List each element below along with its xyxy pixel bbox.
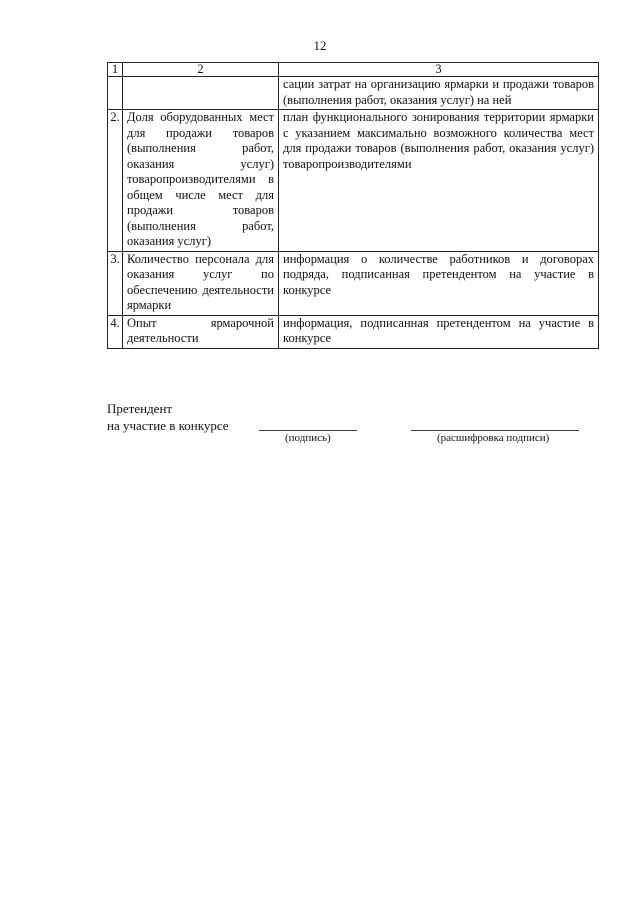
page-number: 12 (313, 38, 327, 53)
applicant-label-line-1: Претендент (107, 401, 173, 416)
documents-cell: информация, подписанная претендентом на участие в конкурсе (279, 315, 599, 348)
table-row (108, 251, 599, 315)
criterion-cell: Опыт ярмарочной деятельности (123, 315, 279, 348)
row-number: 2. (108, 110, 123, 252)
table-row (108, 315, 599, 348)
documents-cell: план функционального зонирования территории ярмарки с указанием максимально возможного количества мест для продажи товаров (выполнения работ, оказания услуг) товаропроизводителями (279, 110, 599, 252)
criterion-cell: Доля оборудованных мест для продажи товаров (выполнения работ, оказания услуг) товаропроизводителями в общем числе мест для продажи товаров (выполнения работ, оказания услуг) (123, 110, 279, 252)
signature-decoding-line (411, 430, 579, 431)
criterion-cell (123, 77, 279, 110)
criterion-cell: Количество персонала для оказания услуг по обеспечению деятельности ярмарки (123, 251, 279, 315)
header-col-3: 3 (279, 63, 599, 77)
applicant-label (107, 400, 229, 434)
row-number (108, 77, 123, 110)
table-row (108, 110, 599, 252)
table-row (108, 77, 599, 110)
header-col-2: 2 (123, 63, 279, 77)
signature-block (107, 400, 607, 460)
signature-caption: (подпись) (285, 432, 331, 444)
documents-cell: информация о количестве работников и договорах подряда, подписанная претендентом на участие в конкурсе (279, 251, 599, 315)
applicant-label-line-2: на участие в конкурсе (107, 418, 229, 433)
row-number: 4. (108, 315, 123, 348)
documents-cell: сации затрат на организацию ярмарки и продажи товаров (выполнения работ, оказания услуг) на ней (279, 77, 599, 110)
signature-decoding-caption: (расшифровка подписи) (437, 432, 550, 444)
header-col-1: 1 (108, 63, 123, 77)
criteria-table (107, 62, 599, 349)
signature-line (259, 430, 357, 431)
row-number: 3. (108, 251, 123, 315)
table-header-row (108, 63, 599, 77)
